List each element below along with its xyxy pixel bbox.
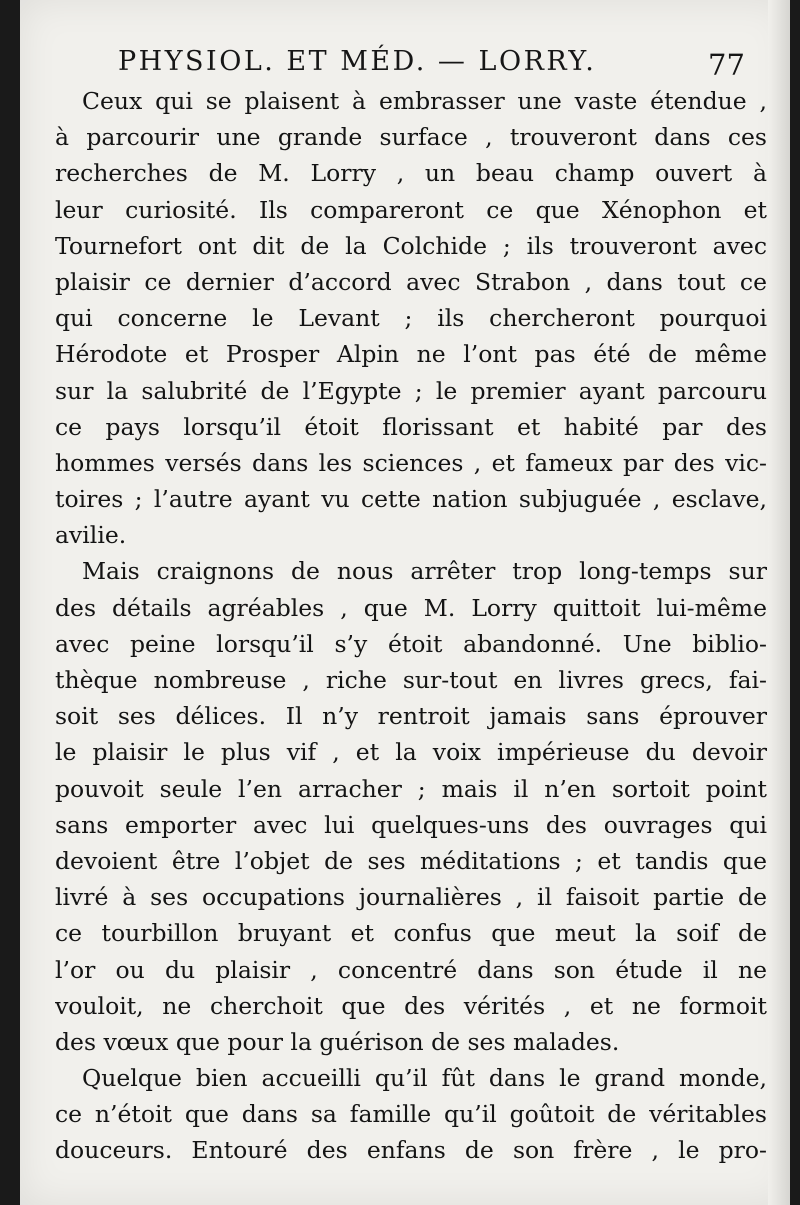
text-line: des détails agréables , que M. Lorry quittoit lui-même bbox=[55, 593, 767, 622]
text-line: plaisir ce dernier d’accord avec Strabon , dans tout ce bbox=[55, 267, 767, 296]
text-line: toires ; l’autre ayant vu cette nation subjuguée , esclave, bbox=[55, 485, 767, 514]
text-line: pouvoit seule l’en arracher ; mais il n’en sortoit point bbox=[55, 774, 767, 803]
book-page bbox=[20, 0, 790, 1205]
text-line: sans emporter avec lui quelques-uns des ouvrages qui bbox=[55, 810, 767, 839]
text-line: leur curiosité. Ils compareront ce que Xénophon et bbox=[55, 195, 767, 224]
text-line: vouloit, ne cherchoit que des vérités , et ne formoit bbox=[55, 991, 767, 1020]
body-text bbox=[55, 83, 767, 1169]
running-title: PHYSIOL. ET MÉD. — LORRY. bbox=[118, 46, 597, 77]
text-line: qui concerne le Levant ; ils chercheront pourquoi bbox=[55, 304, 767, 333]
text-line: ce tourbillon bruyant et confus que meut la soif de bbox=[55, 919, 767, 948]
text-line: recherches de M. Lorry , un beau champ ouvert à bbox=[55, 159, 767, 188]
text-line: l’or ou du plaisir , concentré dans son étude il ne bbox=[55, 955, 767, 984]
text-line: ce n’étoit que dans sa famille qu’il goûtoit de véritables bbox=[55, 1100, 767, 1129]
text-line: devoient être l’objet de ses méditations ; et tandis que bbox=[55, 846, 767, 875]
text-line: livré à ses occupations journalières , il faisoit partie de bbox=[55, 883, 767, 912]
text-line: Quelque bien accueilli qu’il fût dans le grand monde, bbox=[82, 1064, 767, 1093]
text-line: Tournefort ont dit de la Colchide ; ils trouveront avec bbox=[55, 231, 767, 260]
text-line: ce pays lorsqu’il étoit florissant et habité par des bbox=[55, 412, 767, 441]
text-line: hommes versés dans les sciences , et fameux par des vic- bbox=[55, 448, 767, 477]
text-line: des vœux que pour la guérison de ses malades. bbox=[55, 1027, 620, 1056]
text-line: avilie. bbox=[55, 521, 127, 550]
text-line: soit ses délices. Il n’y rentroit jamais sans éprouver bbox=[55, 702, 767, 731]
text-line: Ceux qui se plaisent à embrasser une vaste étendue , bbox=[82, 87, 767, 115]
text-line: le plaisir le plus vif , et la voix impérieuse du devoir bbox=[55, 738, 767, 767]
text-line: thèque nombreuse , riche sur-tout en livres grecs, fai- bbox=[55, 666, 767, 694]
text-line: Hérodote et Prosper Alpin ne l’ont pas été de même bbox=[55, 340, 767, 369]
text-line: sur la salubrité de l’Egypte ; le premier ayant parcouru bbox=[55, 376, 767, 405]
page-header bbox=[20, 38, 790, 88]
page-edge-shadow bbox=[768, 0, 790, 1205]
text-line: douceurs. Entouré des enfans de son frère , le pro- bbox=[55, 1136, 767, 1165]
text-line: à parcourir une grande surface , trouveront dans ces bbox=[55, 123, 767, 152]
page-number: 77 bbox=[708, 48, 745, 82]
text-line: avec peine lorsqu’il s’y étoit abandonné. Une biblio- bbox=[55, 629, 767, 658]
text-line: Mais craignons de nous arrêter trop long-temps sur bbox=[82, 557, 767, 586]
